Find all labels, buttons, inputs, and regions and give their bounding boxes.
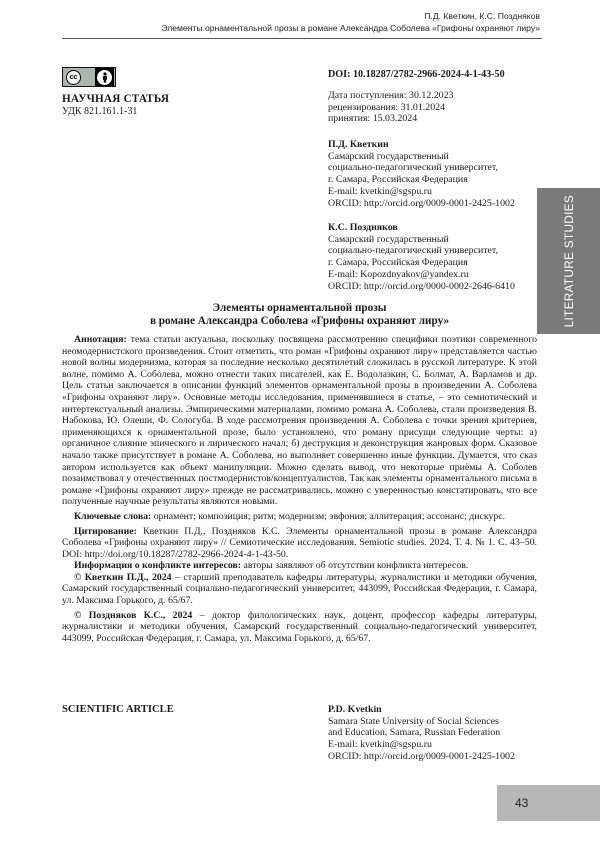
english-email[interactable]: E-mail: kvetkin@sgspu.ru — [328, 739, 432, 751]
conflict-paragraph — [62, 560, 537, 572]
running-head-title: Элементы орнаментальной прозы в романе Александра Соболева «Грифоны охраняют лиру» — [161, 23, 540, 33]
keywords-label: Ключевые слова: — [74, 510, 152, 522]
citation-paragraph — [62, 526, 537, 561]
author-affiliation: социально-педагогический университет, — [328, 162, 498, 174]
date-accepted: принятия: 15.03.2024 — [328, 113, 418, 125]
author-affiliation: Самарский государственный — [328, 233, 449, 245]
copyright-label: © Поздняков К.С., 2024 — [74, 609, 193, 621]
cc-by-license-badge — [62, 67, 116, 87]
date-received: Дата поступления: 30.12.2023 — [328, 90, 454, 101]
english-author-block — [328, 704, 558, 763]
running-head — [161, 10, 540, 34]
copyright-text: – старший преподаватель кафедры литературы, журналистики и методики обучения, Самарский государственный социально-педагогический университет, 443099, Российская Федерация, г. Самара, ул. Максима Горького, д. 65/67. — [62, 571, 537, 607]
citation-label: Цитирование: — [74, 525, 137, 537]
copyright-label: © Кветкин П.Д., 2024 — [74, 571, 172, 583]
author-block-2 — [328, 222, 558, 292]
citation-text: Кветкин П.Д., Поздняков К.С. Элементы орнаментальной прозы в романе Александра Соболева «Грифоны охраняют лиру» // Семиотические исследования. Semiotic studies. 2024. Т. 4. № 1. С. 43–50. DOI: http://doi.org/10.18287/2782-2966-2024-4-1-43-50. — [62, 525, 538, 560]
conflict-label: Информация о конфликте интересов: — [74, 560, 242, 572]
article-title — [62, 302, 537, 328]
author-affiliation: Самарский государственный — [328, 150, 449, 162]
english-author-name: P.D. Kvetkin — [328, 704, 382, 715]
author-location: г. Самара, Российская Федерация — [328, 257, 468, 269]
udk-code: УДК 821.161.1-31 — [62, 106, 138, 117]
english-affiliation: Samara State University of Social Sciences — [328, 715, 499, 727]
author-name: П.Д. Кветкин — [328, 139, 389, 150]
article-type: НАУЧНАЯ СТАТЬЯ — [62, 93, 170, 105]
author-email[interactable]: E-mail: Kopozdnyakov@yandex.ru — [328, 268, 469, 280]
author-orcid[interactable]: ORCID: http://orcid.org/0009-0001-2425-1002 — [328, 197, 515, 209]
author-orcid[interactable]: ORCID: http://orcid.org/0000-0002-2646-6410 — [328, 280, 515, 292]
section-side-tab-label: LITERATURE STUDIES — [561, 194, 576, 328]
attribution-person-icon — [97, 70, 112, 85]
author-location: г. Самара, Российская Федерация — [328, 174, 468, 186]
article-title-line: Элементы орнаментальной прозы — [212, 302, 387, 314]
page-number-tab — [497, 785, 600, 821]
article-dates — [328, 90, 558, 125]
author-block-1 — [328, 139, 558, 209]
header-rule — [62, 38, 542, 39]
abstract-section — [62, 334, 537, 644]
abstract-label: Аннотация: — [74, 334, 127, 345]
english-article-type: SCIENTIFIC ARTICLE — [62, 704, 174, 715]
author-affiliation: социально-педагогический университет, — [328, 245, 498, 257]
abstract-text: тема статьи актуальна, поскольку посвящена рассмотрению специфики поэтики современного неомодернистского произведения. Стоит отметить, что роман «Грифоны охраняют лиру» представляется частью новой волны модернизма, которая за последние несколько десятилетий сложилась в русской литературе. К этой волне, помимо А. Соболева, можно отнести таких писателей, как Е. Водолазкин, С. Болмат, А. Варламов и др. Цель статьи заключается в описании функций элементов орнаментальной прозы в произведении А. Соболева «Грифоны охраняют лиру». Основные методы исследования, применявшиеся в статье, – это семиотический и интертекстуальный анализы. Эмпирическими материалами, помимо романа А. Соболева, стали произведения В. Набокова, Ю. Олеши, Ф. Сологуба. В ходе рассмотрения произведения А. Соболева с точки зрения критериев, применяющихся к орнаментальной прозе, было установлено, что роману присущи следующие черты: а) органичное слияние эпического и лирического начал; б) деструкция и деконструкция жанровых форм. Сказовое начало также присутствует в романе А. Соболева, но выполняет совершенно иные функции. Думается, что сказ автором используется как объект манипуляции. Можно сделать вывод, что некоторые приёмы А. Соболев позаимствовал у отечественных постмодернистов/концептуалистов. Так как элементы орнаментального письма в романе «Грифоны охраняют лиру» прежде не рассматривались, можно с уверенностью констатировать, что все полученные научные результаты являются новыми. — [62, 334, 538, 508]
author-email[interactable]: E-mail: kvetkin@sgspu.ru — [328, 185, 432, 197]
author-name: К.С. Поздняков — [328, 222, 398, 233]
keywords-paragraph — [62, 511, 537, 523]
conflict-text: авторы заявляют об отсутствии конфликта интересов. — [243, 560, 469, 572]
copyright-text: – доктор филологических наук, доцент, профессор кафедры литературы, журналистики и методики обучения, Самарский государственный социально-педагогический университет, 443099, Российская Федерация, г. Самара, ул. Максима Горького, д. 65/67. — [62, 609, 538, 644]
cc-icon: cc — [66, 70, 81, 85]
english-affiliation: and Education, Samara, Russian Federation — [328, 727, 501, 739]
section-side-tab — [537, 188, 600, 334]
copyright-paragraph — [62, 572, 537, 607]
keywords-text: орнамент; композиция; ритм; модернизм; эвфония; аллитерация; ассонанс; дискурс. — [153, 510, 506, 522]
copyright-paragraph — [62, 610, 537, 645]
date-reviewed: рецензирования: 31.01.2024 — [328, 101, 446, 113]
doi[interactable]: DOI: 10.18287/2782-2966-2024-4-1-43-50 — [328, 69, 505, 80]
article-title-line: в романе Александра Соболева «Грифоны охраняют лиру» — [149, 315, 450, 327]
english-orcid[interactable]: ORCID: http://orcid.org/0009-0001-2425-1002 — [328, 750, 515, 762]
page-number: 43 — [515, 796, 529, 810]
running-head-authors: П.Д. Кветкин, К.С. Поздняков — [424, 11, 540, 21]
abstract-paragraph — [62, 334, 537, 508]
